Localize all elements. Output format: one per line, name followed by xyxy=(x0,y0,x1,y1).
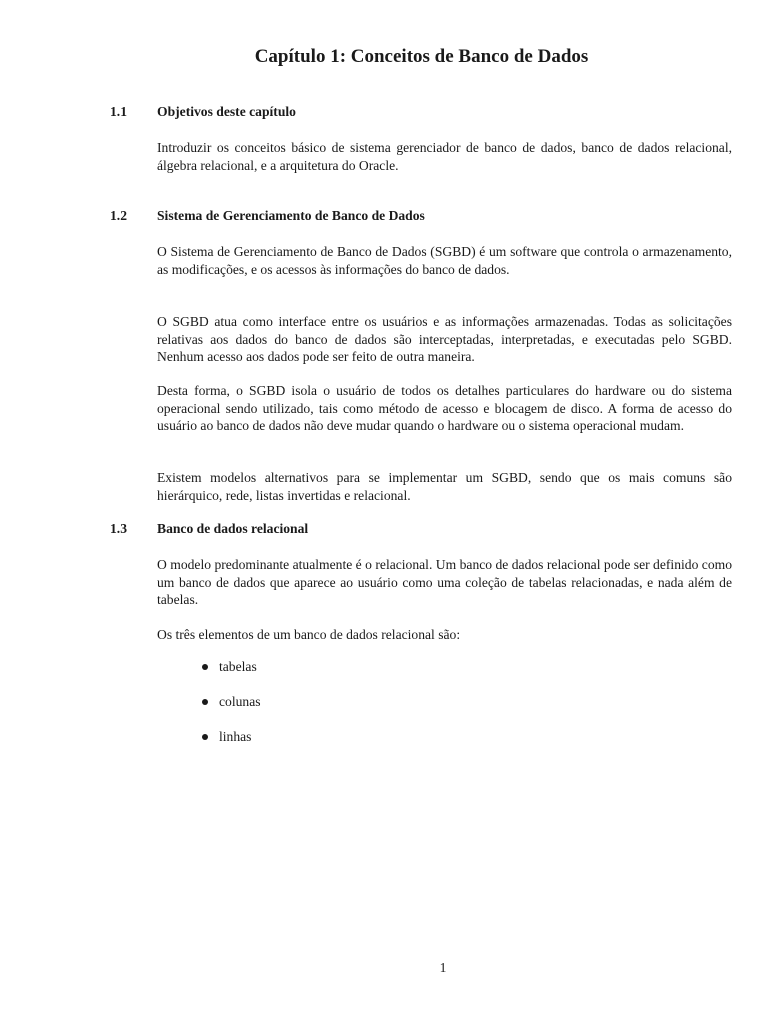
section-title: Objetivos deste capítulo xyxy=(157,104,296,119)
chapter-title: Capítulo 1: Conceitos de Banco de Dados xyxy=(254,46,589,67)
list-item-label: linhas xyxy=(219,729,252,744)
section-heading-1-3 xyxy=(110,521,308,537)
bullet-list xyxy=(200,658,261,763)
section-number: 1.1 xyxy=(110,104,127,119)
bullet-icon xyxy=(202,664,208,670)
section-number: 1.3 xyxy=(110,521,127,536)
section-heading-1-2 xyxy=(110,208,425,224)
bullet-icon xyxy=(202,734,208,740)
paragraph: O modelo predominante atualmente é o relacional. Um banco de dados relacional pode ser definido como um banco de dados que aparece ao usuário como uma coleção de tabelas relacionadas, e nada além de tabelas. xyxy=(157,557,732,607)
page-number: 1 xyxy=(439,960,447,975)
section-heading-1-1 xyxy=(110,104,296,120)
section-number: 1.2 xyxy=(110,208,127,223)
section-title: Banco de dados relacional xyxy=(157,521,309,536)
list-item xyxy=(200,728,261,763)
paragraph: Os três elementos de um banco de dados relacional são: xyxy=(157,627,461,642)
list-item xyxy=(200,693,261,728)
bullet-icon xyxy=(202,699,208,705)
paragraph: O SGBD atua como interface entre os usuários e as informações armazenadas. Todas as solicitações relativas aos dados do banco de dados são interceptadas, interpretadas, e executadas pelo SGBD. Nenhum acesso aos dados pode ser feito de outra maneira. xyxy=(157,314,732,364)
list-item-label: tabelas xyxy=(219,659,257,674)
paragraph: Existem modelos alternativos para se implementar um SGBD, sendo que os mais comuns são hierárquico, rede, listas invertidas e relacional. xyxy=(157,470,732,503)
paragraph: Introduzir os conceitos básico de sistema gerenciador de banco de dados, banco de dados relacional, álgebra relacional, e a arquitetura do Oracle. xyxy=(157,140,732,173)
list-item xyxy=(200,658,261,693)
section-title: Sistema de Gerenciamento de Banco de Dados xyxy=(157,208,425,223)
paragraph: Desta forma, o SGBD isola o usuário de todos os detalhes particulares do hardware ou do sistema operacional sendo utilizado, tais como método de acesso e blocagem de disco. A forma de acesso do usuário ao banco de dados não deve mudar quando o hardware ou o sistema operacional mudam. xyxy=(157,383,732,433)
paragraph: O Sistema de Gerenciamento de Banco de Dados (SGBD) é um software que controla o armazenamento, as modificações, e os acessos às informações do banco de dados. xyxy=(157,244,732,277)
list-item-label: colunas xyxy=(219,694,261,709)
